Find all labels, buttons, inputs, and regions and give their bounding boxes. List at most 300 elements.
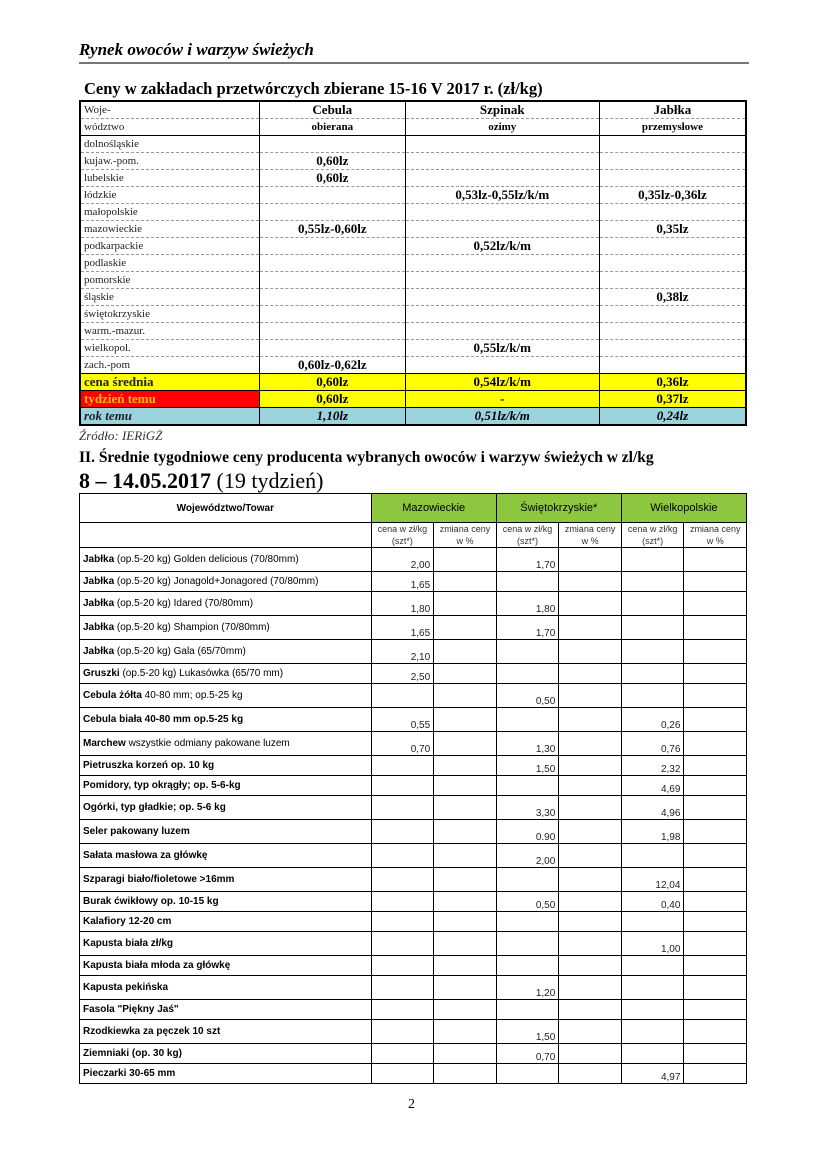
price-value [371, 1000, 434, 1020]
change-value [434, 708, 497, 732]
change-value [434, 592, 497, 616]
change-value [684, 708, 747, 732]
price-cell [405, 357, 599, 374]
product-name-bold: Marchew [83, 738, 126, 749]
product-name-bold: Pomidory, typ okrągły; op. 5-6-kg [83, 780, 241, 791]
table-row [80, 1000, 747, 1020]
source-note: Źródło: IERiGŻ [79, 428, 163, 443]
change-value [559, 868, 622, 892]
product-name-bold: Sałata masłowa za główkę [83, 850, 208, 861]
change-value [559, 732, 622, 756]
change-value [559, 708, 622, 732]
product-name-bold: Jabłka [83, 576, 115, 587]
price-value: 4,96 [621, 796, 684, 820]
price-cell [260, 187, 406, 204]
price-value: 0.90 [496, 820, 559, 844]
page-number: 2 [408, 1097, 415, 1112]
change-value [684, 548, 747, 572]
product-name-bold: Jabłka [83, 598, 115, 609]
product-name-bold: Cebula żółta [83, 690, 142, 701]
table-row [80, 868, 747, 892]
table-row [80, 204, 746, 221]
change-value [559, 892, 622, 912]
price-value: 2,32 [621, 756, 684, 776]
price-cell: 0,55lz/k/m [405, 340, 599, 357]
table1-title: Ceny w zakładach przetwórczych zbierane 15-16 V 2017 r. (zł/kg) [84, 79, 543, 98]
table-row [80, 640, 747, 664]
summary-value: 0,37lz [599, 391, 746, 408]
table-row [80, 820, 747, 844]
table-row [80, 664, 747, 684]
summary-value: 0,24lz [599, 408, 746, 426]
empty-header [80, 523, 372, 548]
price-value: 4,97 [621, 1064, 684, 1084]
price-subheader [371, 523, 434, 548]
price-value: 0,50 [496, 684, 559, 708]
product-name-bold: Kapusta pekińska [83, 982, 169, 993]
table-row [80, 170, 746, 187]
table-row [80, 776, 747, 796]
change-value [684, 844, 747, 868]
price-cell [405, 323, 599, 340]
change-value [434, 1044, 497, 1064]
product-name [80, 592, 372, 616]
change-value [684, 732, 747, 756]
region-header: Wielkopolskie [621, 494, 746, 523]
column-header: przemysłowe [599, 119, 746, 136]
price-cell [599, 323, 746, 340]
change-value [684, 1020, 747, 1044]
product-name-bold: Seler pakowany luzem [83, 826, 190, 837]
price-value: 1,70 [496, 548, 559, 572]
change-value [434, 664, 497, 684]
summary-value: - [405, 391, 599, 408]
table-row [80, 306, 746, 323]
product-name-bold: Cebula biała 40-80 mm op.5-25 kg [83, 714, 244, 725]
price-value [371, 756, 434, 776]
price-value: 0,50 [496, 892, 559, 912]
change-value [559, 1020, 622, 1044]
change-value [434, 732, 497, 756]
price-value [371, 1020, 434, 1044]
price-cell [405, 204, 599, 221]
change-value [434, 820, 497, 844]
product-name [80, 976, 372, 1000]
region-cell: dolnośląskie [80, 136, 260, 153]
product-name-detail: wszystkie odmiany pakowane luzem [125, 738, 290, 749]
price-cell [260, 255, 406, 272]
price-cell [405, 272, 599, 289]
price-cell [260, 340, 406, 357]
price-value [371, 820, 434, 844]
change-subheader [434, 523, 497, 548]
year-ago-row [80, 408, 746, 426]
product-name [80, 932, 372, 956]
price-value [621, 1000, 684, 1020]
price-value [621, 640, 684, 664]
running-header [79, 40, 749, 64]
product-name [80, 892, 372, 912]
subheader-line: (szt*) [517, 536, 539, 546]
price-value: 3,30 [496, 796, 559, 820]
change-value [434, 796, 497, 820]
price-cell [599, 238, 746, 255]
region-cell: kujaw.-pom. [80, 153, 260, 170]
summary-value: 0,60lz [260, 374, 406, 391]
price-cell: 0,60lz [260, 170, 406, 187]
price-value [496, 956, 559, 976]
table-row [80, 238, 746, 255]
table-row [80, 956, 747, 976]
price-value [496, 640, 559, 664]
region-cell: wielkopol. [80, 340, 260, 357]
change-value [684, 616, 747, 640]
change-value [684, 868, 747, 892]
price-cell [260, 272, 406, 289]
price-value [496, 1000, 559, 1020]
table-row [80, 136, 746, 153]
product-name [80, 684, 372, 708]
subheader-line: (szt*) [642, 536, 664, 546]
price-cell [405, 136, 599, 153]
region-cell: małopolskie [80, 204, 260, 221]
average-price-row [80, 374, 746, 391]
change-value [434, 572, 497, 592]
table-row [80, 708, 747, 732]
change-value [434, 1000, 497, 1020]
product-name [80, 732, 372, 756]
change-value [684, 776, 747, 796]
table-row [80, 912, 747, 932]
price-cell: 0,53lz-0,55lz/k/m [405, 187, 599, 204]
price-value [621, 684, 684, 708]
column-header: Jabłka [599, 101, 746, 119]
change-value [559, 640, 622, 664]
change-value [434, 932, 497, 956]
product-name-detail: (op.5-20 kg) Gala (65/70mm) [114, 646, 246, 657]
change-value [684, 1064, 747, 1084]
change-value [559, 1064, 622, 1084]
price-value: 1,70 [496, 616, 559, 640]
region-header: Świętokrzyskie* [496, 494, 621, 523]
subheader-line: cena w zł/kg [377, 524, 428, 534]
product-name [80, 1000, 372, 1020]
price-value: 0,70 [496, 1044, 559, 1064]
price-value: 1,00 [621, 932, 684, 956]
table1-header-row [80, 101, 746, 119]
change-value [434, 548, 497, 572]
price-cell [405, 289, 599, 306]
table-row [80, 1020, 747, 1044]
change-value [684, 892, 747, 912]
price-cell [260, 289, 406, 306]
price-value [621, 844, 684, 868]
change-value [559, 932, 622, 956]
price-value [371, 892, 434, 912]
change-value [684, 820, 747, 844]
change-value [559, 956, 622, 976]
price-value: 2,50 [371, 664, 434, 684]
price-value: 0,76 [621, 732, 684, 756]
region-cell: warm.-mazur. [80, 323, 260, 340]
price-value: 1,65 [371, 616, 434, 640]
region-header: Mazowieckie [371, 494, 496, 523]
price-subheader [496, 523, 559, 548]
price-subheader [621, 523, 684, 548]
product-name [80, 1064, 372, 1084]
table-row [80, 1064, 747, 1084]
product-name [80, 868, 372, 892]
price-value [371, 912, 434, 932]
price-value [496, 708, 559, 732]
change-value [559, 844, 622, 868]
change-subheader [684, 523, 747, 548]
product-name-detail: (op.5-20 kg) Shampion (70/80mm) [114, 622, 270, 633]
price-value: 0,70 [371, 732, 434, 756]
price-cell [599, 272, 746, 289]
change-value [434, 776, 497, 796]
region-cell: pomorskie [80, 272, 260, 289]
table-row [80, 976, 747, 1000]
region-cell: świętokrzyskie [80, 306, 260, 323]
change-value [559, 820, 622, 844]
price-value: 4,69 [621, 776, 684, 796]
product-name [80, 664, 372, 684]
change-value [559, 592, 622, 616]
region-cell: śląskie [80, 289, 260, 306]
summary-label: tydzień temu [80, 391, 260, 408]
subheader-line: (szt*) [391, 536, 413, 546]
product-name-bold: Kalafiory 12-20 cm [83, 916, 172, 927]
subheader-line: zmiana ceny [689, 524, 741, 534]
summary-value: 1,10lz [260, 408, 406, 426]
summary-label: rok temu [80, 408, 260, 426]
price-value: 2,10 [371, 640, 434, 664]
price-value [371, 796, 434, 820]
week-number: (19 tydzień) [216, 468, 324, 493]
price-value [371, 976, 434, 1000]
price-value [496, 1064, 559, 1084]
price-value: 2,00 [496, 844, 559, 868]
region-cell: łódzkie [80, 187, 260, 204]
price-cell [599, 153, 746, 170]
region-cell: mazowieckie [80, 221, 260, 238]
column-header: Cebula [260, 101, 406, 119]
table-row [80, 892, 747, 912]
price-cell: 0,35lz-0,36lz [599, 187, 746, 204]
table-row [80, 255, 746, 272]
price-cell [260, 136, 406, 153]
summary-value: 0,36lz [599, 374, 746, 391]
change-value [559, 976, 622, 1000]
subheader-line: w % [581, 536, 599, 546]
table-row [80, 844, 747, 868]
change-value [559, 1044, 622, 1064]
change-value [434, 912, 497, 932]
price-cell: 0,35lz [599, 221, 746, 238]
change-value [434, 756, 497, 776]
table-row [80, 932, 747, 956]
column-header: Woje- [80, 101, 260, 119]
product-name [80, 776, 372, 796]
product-name-bold: Szparagi biało/fioletowe >16mm [83, 874, 235, 885]
product-name-bold: Pietruszka korzeń op. 10 kg [83, 760, 215, 771]
table1-header-row [80, 119, 746, 136]
product-name [80, 756, 372, 776]
product-name-bold: Ziemniaki (op. 30 kg) [83, 1048, 182, 1059]
change-value [434, 956, 497, 976]
change-value [434, 844, 497, 868]
price-value [621, 592, 684, 616]
price-value: 2,00 [371, 548, 434, 572]
table-row [80, 548, 747, 572]
summary-value: 0,51lz/k/m [405, 408, 599, 426]
table-row [80, 572, 747, 592]
region-cell: lubelskie [80, 170, 260, 187]
product-name-bold: Jabłka [83, 554, 115, 565]
product-name [80, 820, 372, 844]
change-value [434, 868, 497, 892]
change-subheader [559, 523, 622, 548]
price-cell [260, 323, 406, 340]
subheader-line: zmiana ceny [564, 524, 616, 534]
product-name [80, 572, 372, 592]
processing-plant-prices-table [79, 100, 747, 426]
product-name [80, 708, 372, 732]
product-name [80, 956, 372, 976]
change-value [434, 616, 497, 640]
change-value [559, 572, 622, 592]
product-name-detail: (op.5-20 kg) Jonagold+Jonagored (70/80mm) [114, 576, 319, 587]
product-name-bold: Kapusta biała zł/kg [83, 938, 174, 949]
product-name-bold: Ogórki, typ gładkie; op. 5-6 kg [83, 802, 226, 813]
price-value [621, 1044, 684, 1064]
change-value [684, 756, 747, 776]
change-value [559, 756, 622, 776]
table2-date-range [79, 468, 323, 494]
price-value [621, 664, 684, 684]
price-value [496, 868, 559, 892]
product-name [80, 912, 372, 932]
column-header: Szpinak [405, 101, 599, 119]
change-value [684, 592, 747, 616]
price-value: 0,40 [621, 892, 684, 912]
price-value [371, 932, 434, 956]
change-value [684, 640, 747, 664]
change-value [684, 932, 747, 956]
table-row [80, 796, 747, 820]
table-row [80, 592, 747, 616]
column-header: ozimy [405, 119, 599, 136]
change-value [434, 1020, 497, 1044]
product-name-detail: (op.5-20 kg) Lukasówka (65/70 mm) [119, 668, 284, 679]
price-value [371, 1044, 434, 1064]
table2-subheader-row [80, 523, 747, 548]
product-name [80, 548, 372, 572]
price-value [371, 956, 434, 976]
table2-title: II. Średnie tygodniowe ceny producenta wybranych owoców i warzyw świeżych w zl/kg [79, 449, 654, 466]
table-row [80, 272, 746, 289]
price-value [496, 572, 559, 592]
change-value [559, 664, 622, 684]
producer-prices-table [79, 493, 747, 1084]
change-value [684, 664, 747, 684]
price-value [371, 1064, 434, 1084]
table-row [80, 323, 746, 340]
change-value [559, 548, 622, 572]
price-value [371, 776, 434, 796]
table2-region-header-row [80, 494, 747, 523]
summary-value: 0,54lz/k/m [405, 374, 599, 391]
change-value [684, 572, 747, 592]
change-value [684, 684, 747, 708]
product-name-detail: (op.5-20 kg) Golden delicious (70/80mm) [114, 554, 299, 565]
change-value [559, 796, 622, 820]
change-value [559, 616, 622, 640]
price-value [621, 1020, 684, 1044]
change-value [434, 684, 497, 708]
summary-label: cena średnia [80, 374, 260, 391]
product-name-bold: Pieczarki 30-65 mm [83, 1068, 176, 1079]
price-value: 1,65 [371, 572, 434, 592]
product-name-bold: Jabłka [83, 646, 115, 657]
price-value: 1,50 [496, 1020, 559, 1044]
price-cell [405, 255, 599, 272]
change-value [559, 912, 622, 932]
summary-value: 0,60lz [260, 391, 406, 408]
price-value: 1,50 [496, 756, 559, 776]
price-cell [405, 170, 599, 187]
date-range: 8 – 14.05.2017 [79, 468, 211, 493]
price-value: 1,80 [371, 592, 434, 616]
region-cell: podkarpackie [80, 238, 260, 255]
price-value [496, 664, 559, 684]
price-value: 1,80 [496, 592, 559, 616]
subheader-line: w % [706, 536, 724, 546]
product-name-bold: Rzodkiewka za pęczek 10 szt [83, 1026, 221, 1037]
price-value [621, 548, 684, 572]
price-cell [405, 153, 599, 170]
table-row [80, 340, 746, 357]
price-cell [260, 306, 406, 323]
price-value: 12,04 [621, 868, 684, 892]
price-cell [260, 204, 406, 221]
price-value: 0,55 [371, 708, 434, 732]
change-value [684, 1044, 747, 1064]
region-cell: podlaskie [80, 255, 260, 272]
column-header: wództwo [80, 119, 260, 136]
price-cell [599, 357, 746, 374]
price-value [621, 572, 684, 592]
change-value [434, 1064, 497, 1084]
table-row [80, 357, 746, 374]
price-value [496, 912, 559, 932]
price-cell: 0,60lz [260, 153, 406, 170]
table-row [80, 221, 746, 238]
price-value: 0,26 [621, 708, 684, 732]
product-name-bold: Gruszki [83, 668, 120, 679]
change-value [684, 796, 747, 820]
price-cell [260, 238, 406, 255]
subheader-line: zmiana ceny [439, 524, 491, 534]
product-name-detail: (op.5-20 kg) Idared (70/80mm) [114, 598, 254, 609]
price-value [371, 844, 434, 868]
subheader-line: cena w zł/kg [502, 524, 553, 534]
table-row [80, 616, 747, 640]
price-cell: 0,60lz-0,62lz [260, 357, 406, 374]
price-cell [599, 136, 746, 153]
change-value [434, 892, 497, 912]
